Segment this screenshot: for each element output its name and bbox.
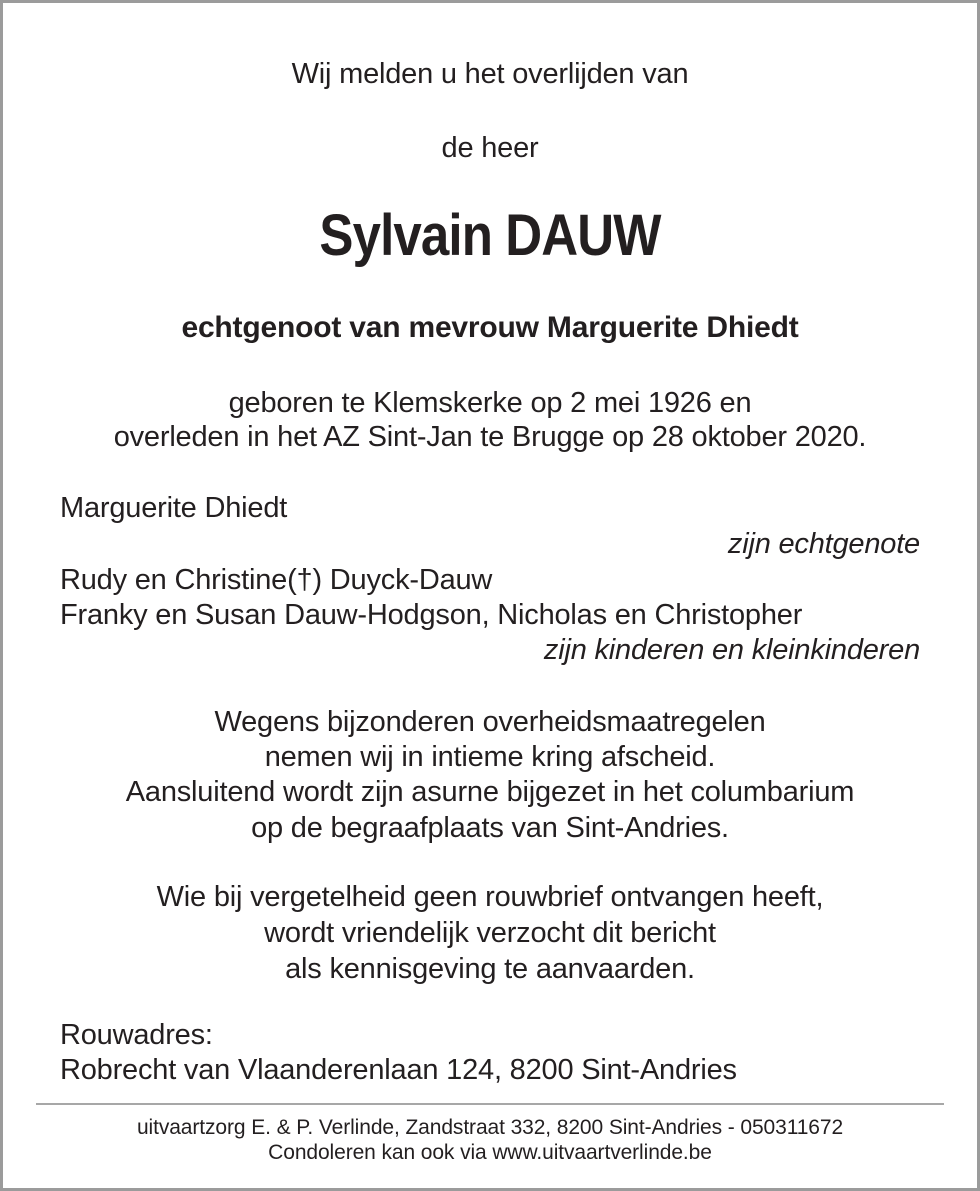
- address-label: Rouwadres:: [60, 1019, 213, 1051]
- spouse-name: Marguerite Dhiedt: [60, 492, 288, 524]
- intro-text: Wij melden u het overlijden van: [291, 58, 689, 90]
- spouse-line: echtgenoot van mevrouw Marguerite Dhiedt: [181, 311, 799, 344]
- condolence-info: Condoleren kan ook via www.uitvaartverlinde.be: [268, 1141, 712, 1164]
- children-line-2: Franky en Susan Dauw-Hodgson, Nicholas en Christopher: [60, 599, 803, 631]
- death-line: overleden in het AZ Sint-Jan te Brugge op 28 oktober 2020.: [113, 421, 867, 453]
- footer-divider: [36, 1103, 944, 1105]
- ceremony-line-3: Aansluitend wordt zijn asurne bijgezet in het columbarium: [125, 776, 855, 808]
- ceremony-line-2: nemen wij in intieme kring afscheid.: [264, 741, 716, 773]
- address-value: Robrecht van Vlaanderenlaan 124, 8200 Sint-Andries: [60, 1054, 737, 1086]
- children-line-1: Rudy en Christine(†) Duyck-Dauw: [60, 564, 493, 596]
- notice-line-1: Wie bij vergetelheid geen rouwbrief ontvangen heeft,: [156, 881, 824, 913]
- ceremony-line-1: Wegens bijzonderen overheidsmaatregelen: [214, 706, 766, 738]
- notice-line-3: als kennisgeving te aanvaarden.: [285, 953, 695, 985]
- spouse-role: zijn echtgenote: [727, 528, 920, 560]
- ceremony-line-4: op de begraafplaats van Sint-Andries.: [251, 812, 729, 844]
- birth-line: geboren te Klemskerke op 2 mei 1926 en: [228, 387, 752, 419]
- funeral-home-info: uitvaartzorg E. & P. Verlinde, Zandstraat 332, 8200 Sint-Andries - 050311672: [136, 1116, 844, 1139]
- children-role: zijn kinderen en kleinkinderen: [543, 634, 920, 666]
- honorific-title: de heer: [441, 132, 539, 164]
- deceased-name: Sylvain DAUW: [319, 203, 661, 268]
- notice-line-2: wordt vriendelijk verzocht dit bericht: [264, 917, 716, 949]
